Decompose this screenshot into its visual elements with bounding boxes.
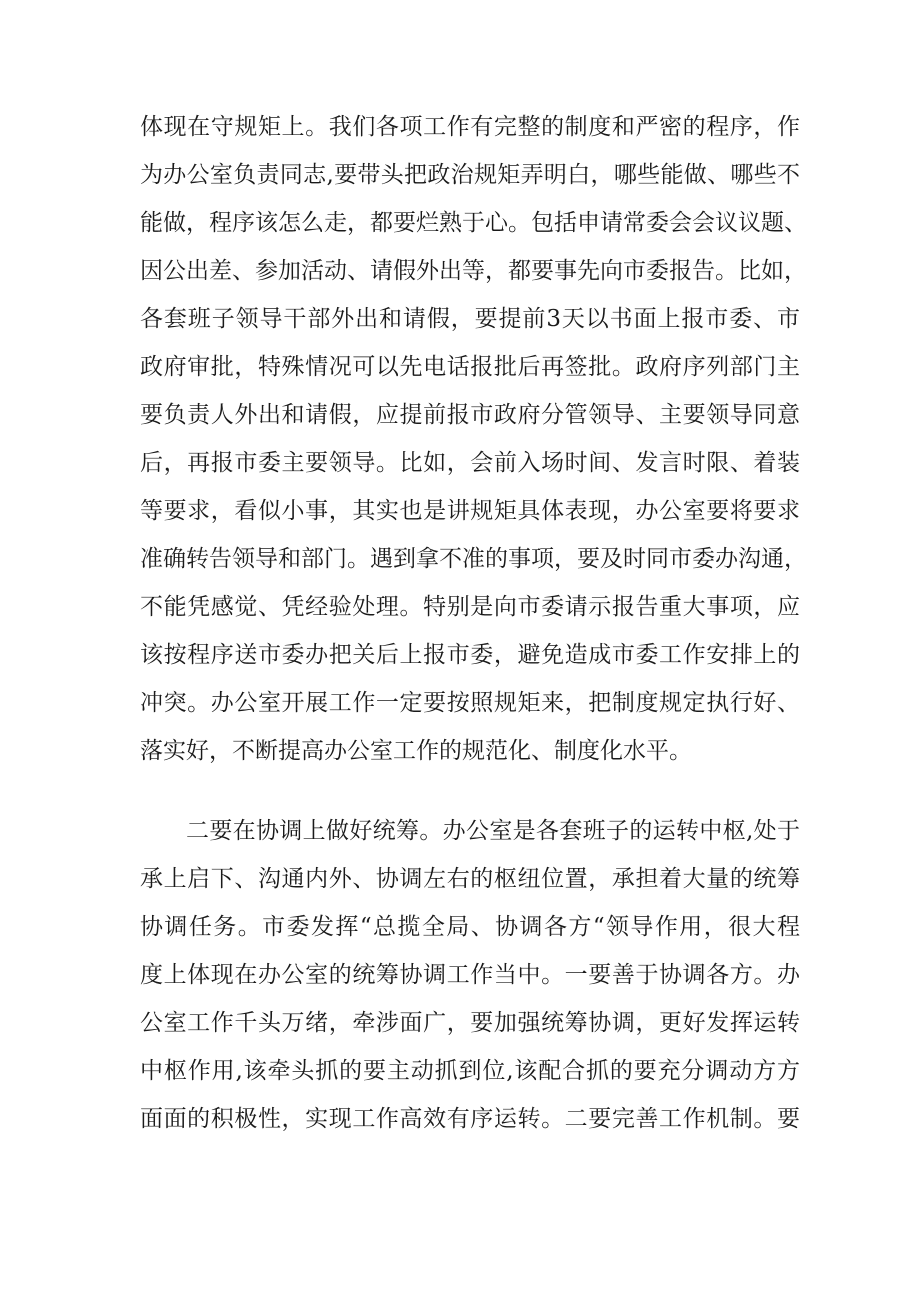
text-line: 后，再报市委主要领导。比如，会前入场时间、发言时限、着装 [140, 450, 800, 476]
text-line: 冲突。办公室开展工作一定要按照规矩来，把制度规定执行好、 [140, 690, 800, 716]
text-line: 体现在守规矩上。我们各项工作有完整的制度和严密的程序，作 [140, 114, 800, 140]
paragraph-rules [140, 103, 807, 775]
text-line: 度上体现在办公室的统筹协调工作当中。一要善于协调各方。办 [140, 962, 800, 988]
text-line: 二要在协调上做好统筹。办公室是各套班子的运转中枢,处于 [186, 818, 800, 844]
text-line: 公室工作千头万绪，牵涉面广，要加强统筹协调，更好发挥运转 [140, 1010, 800, 1036]
paragraph-coordination [140, 807, 800, 1143]
text-line: 协调任务。市委发挥“总揽全局、协调各方“领导作用，很大程 [140, 914, 800, 940]
text-line: 面面的积极性，实现工作高效有序运转。二要完善工作机制。要 [140, 1106, 800, 1132]
text-line: 为办公室负责同志,要带头把政治规矩弄明白，哪些能做、哪些不 [140, 162, 800, 188]
text-line: 准确转告领导和部门。遇到拿不准的事项，要及时同市委办沟通， [140, 546, 807, 572]
text-line: 各套班子领导干部外出和请假，要提前3天以书面上报市委、市 [140, 306, 800, 332]
text-line: 承上启下、沟通内外、协调左右的枢纽位置，承担着大量的统筹 [140, 866, 800, 892]
text-line: 等要求，看似小事，其实也是讲规矩具体表现，办公室要将要求 [140, 498, 800, 524]
text-line: 要负责人外出和请假，应提前报市政府分管领导、主要领导同意 [140, 402, 800, 428]
text-line: 因公出差、参加活动、请假外出等，都要事先向市委报告。比如， [140, 258, 807, 284]
text-line: 不能凭感觉、凭经验处理。特别是向市委请示报告重大事项，应 [140, 594, 800, 620]
text-line: 落实好，不断提高办公室工作的规范化、制度化水平。 [140, 738, 692, 764]
text-line: 能做，程序该怎么走，都要烂熟于心。包括申请常委会会议议题、 [140, 210, 807, 236]
text-line: 政府审批，特殊情况可以先电话报批后再签批。政府序列部门主 [140, 354, 800, 380]
text-line: 该按程序送市委办把关后上报市委，避免造成市委工作安排上的 [140, 642, 800, 668]
text-line: 中枢作用,该牵头抓的要主动抓到位,该配合抓的要充分调动方方 [140, 1058, 800, 1084]
